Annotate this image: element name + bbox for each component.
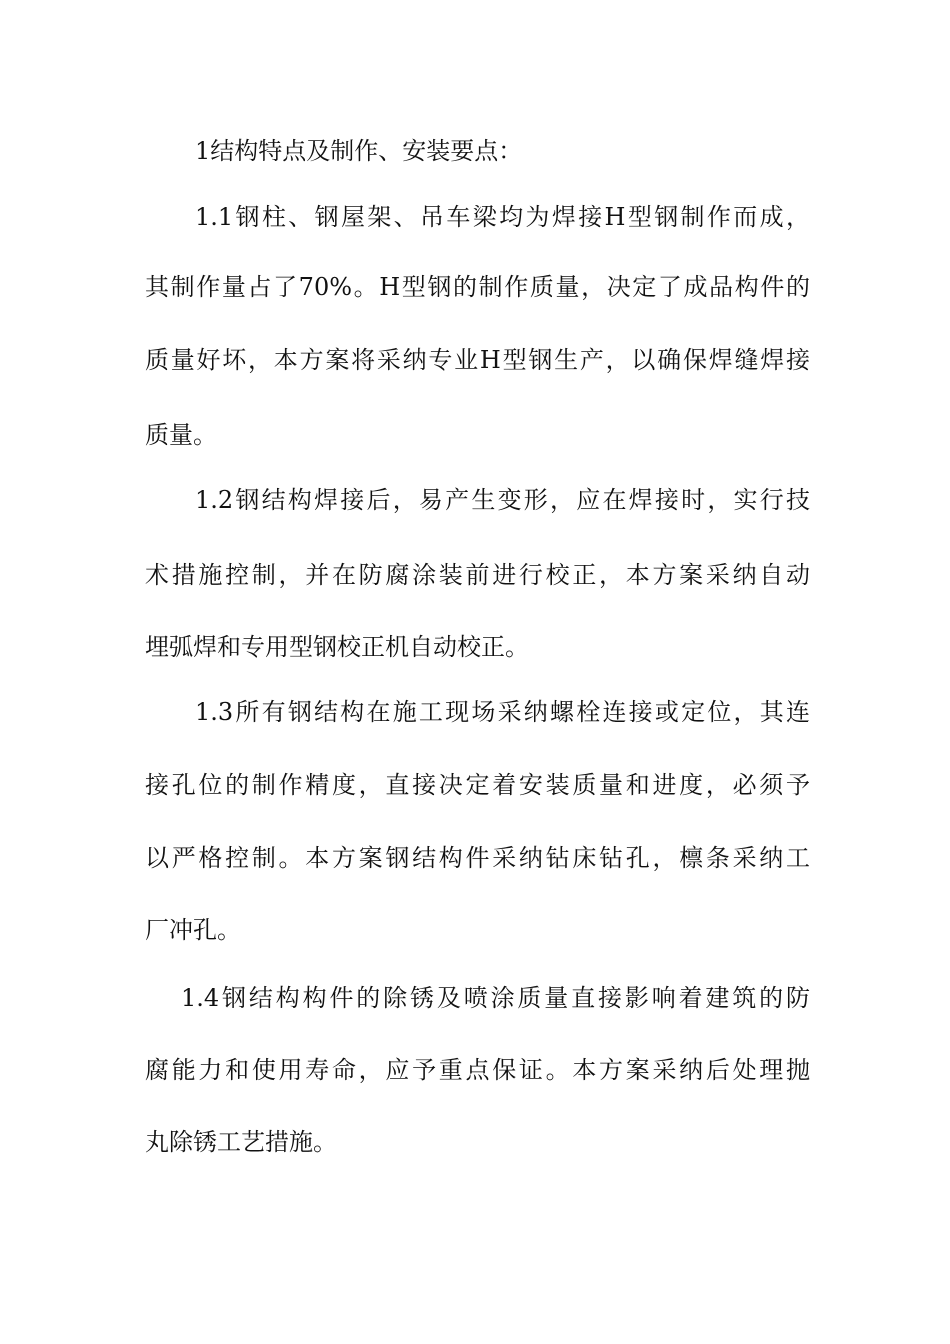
paragraph-1-line-1: 1.1钢柱、钢屋架、吊车梁均为焊接H型钢制作而成，	[195, 203, 810, 231]
paragraph-3-line-3: 以严格控制。本方案钢结构件采纳钻床钻孔，檩条采纳工	[145, 844, 810, 872]
paragraph-2-line-1: 1.2钢结构焊接后，易产生变形，应在焊接时，实行技	[195, 486, 810, 514]
section-heading: 1结构特点及制作、安装要点：	[195, 137, 523, 165]
paragraph-1-line-2: 其制作量占了70%。H型钢的制作质量，决定了成品构件的	[145, 273, 810, 301]
paragraph-1-line-3: 质量好坏，本方案将采纳专业H型钢生产，以确保焊缝焊接	[145, 346, 810, 374]
paragraph-4-line-1: 1.4钢结构构件的除锈及喷涂质量直接影响着建筑的防	[181, 984, 810, 1012]
paragraph-2-line-2: 术措施控制，并在防腐涂装前进行校正，本方案采纳自动	[145, 561, 810, 589]
paragraph-3-line-4: 厂冲孔。	[145, 916, 241, 944]
paragraph-3-line-1: 1.3所有钢结构在施工现场采纳螺栓连接或定位，其连	[195, 698, 810, 726]
paragraph-4-line-2: 腐能力和使用寿命，应予重点保证。本方案采纳后处理抛	[145, 1056, 810, 1084]
paragraph-4-line-3: 丸除锈工艺措施。	[145, 1128, 337, 1156]
paragraph-1-line-4: 质量。	[145, 421, 217, 449]
paragraph-3-line-2: 接孔位的制作精度，直接决定着安装质量和进度，必须予	[145, 771, 810, 799]
paragraph-2-line-3: 埋弧焊和专用型钢校正机自动校正。	[145, 633, 529, 661]
